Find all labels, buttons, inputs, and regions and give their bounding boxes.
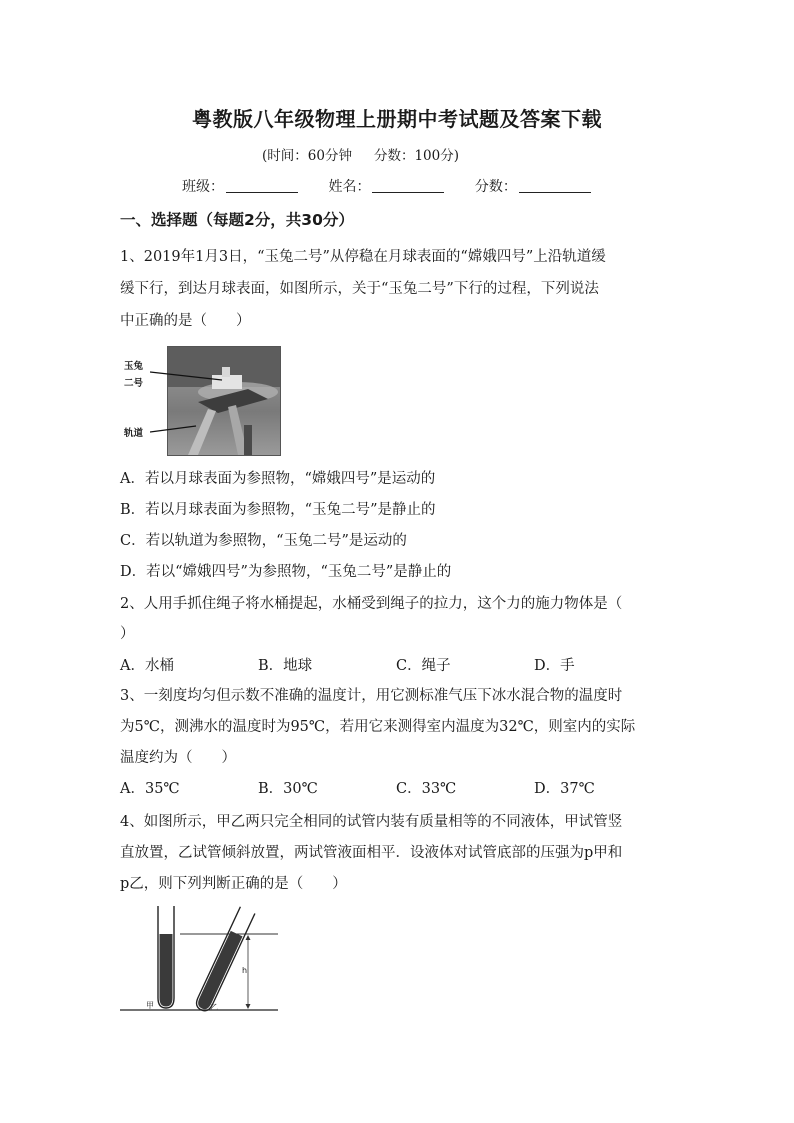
name-blank xyxy=(372,178,444,193)
tube-b-label: 乙 xyxy=(210,1003,218,1012)
time-limit: (时间：60分钟 xyxy=(262,148,352,164)
q1-option-d[interactable]: D．若以“嫦娥四号”为参照物，“玉兔二号”是静止的 xyxy=(120,564,452,580)
q1-option-c[interactable]: C．若以轨道为参照物，“玉兔二号”是运动的 xyxy=(120,533,407,549)
student-info-row xyxy=(182,176,617,196)
page-title: 粤教版八年级物理上册期中考试题及答案下载 xyxy=(192,107,602,131)
section-heading: 一、选择题（每题2分，共30分） xyxy=(120,211,354,229)
name-label: 姓名： xyxy=(328,179,371,195)
q4-test-tube-diagram xyxy=(120,902,280,1021)
class-blank xyxy=(226,178,298,193)
q3-line-1: 3、一刻度均匀但示数不准确的温度计，用它测标准气压下冰水混合物的温度时 xyxy=(120,688,623,704)
test-tube-illustration xyxy=(120,902,280,1017)
score-field xyxy=(475,176,591,196)
q1-line-1: 1、2019年1月3日，“玉兔二号”从停稳在月球表面的“嫦娥四号”上沿轨道缓 xyxy=(120,249,606,265)
q1-line-3: 中正确的是（ ） xyxy=(120,313,251,329)
q1-figure-rover-label-line-1: 玉兔 xyxy=(124,361,144,372)
q2-option-d[interactable]: D．手 xyxy=(534,658,575,674)
q3-option-b[interactable]: B．30℃ xyxy=(258,781,318,797)
q3-option-a[interactable]: A．35℃ xyxy=(120,781,180,797)
q3-option-d[interactable]: D．37℃ xyxy=(534,781,595,797)
q1-figure-rover-label xyxy=(124,358,143,392)
q1-figure-pointer-lines xyxy=(150,360,230,440)
q2-option-a[interactable]: A．水桶 xyxy=(120,658,174,674)
class-label: 班级： xyxy=(182,179,224,195)
q4-line-3: p乙，则下列判断正确的是（ ） xyxy=(120,876,347,892)
exam-subtitle xyxy=(262,144,459,164)
q3-line-2: 为5℃，测沸水的温度时为95℃，若用它来测得室内温度为32℃，则室内的实际 xyxy=(120,719,636,735)
q3-line-3: 温度约为（ ） xyxy=(120,750,236,766)
q4-line-2: 直放置，乙试管倾斜放置，两试管液面相平．设液体对试管底部的压强为p甲和 xyxy=(120,845,623,861)
q1-option-a[interactable]: A．若以月球表面为参照物，“嫦娥四号”是运动的 xyxy=(120,471,436,487)
height-label: h xyxy=(242,966,248,975)
q2-option-b[interactable]: B．地球 xyxy=(258,658,313,674)
class-field xyxy=(182,176,298,196)
q1-option-b[interactable]: B．若以月球表面为参照物，“玉兔二号”是静止的 xyxy=(120,502,436,518)
q3-option-c[interactable]: C．33℃ xyxy=(396,781,457,797)
tube-a-label: 甲 xyxy=(146,1001,154,1010)
q1-figure-rover-label-line-2: 二号 xyxy=(124,378,144,389)
score-blank xyxy=(519,178,591,193)
total-score: 分数：100分) xyxy=(373,148,459,164)
q1-figure-track-label: 轨道 xyxy=(124,428,144,439)
q4-line-1: 4、如图所示，甲乙两只完全相同的试管内装有质量相等的不同液体，甲试管竖 xyxy=(120,814,623,830)
q2-line-1: 2、人用手抓住绳子将水桶提起，水桶受到绳子的拉力，这个力的施力物体是（ xyxy=(120,596,623,612)
q2-line-2: ） xyxy=(120,626,135,642)
q1-line-2: 缓下行，到达月球表面，如图所示，关于“玉兔二号”下行的过程，下列说法 xyxy=(120,281,599,297)
q2-option-c[interactable]: C．绳子 xyxy=(396,658,451,674)
name-field xyxy=(328,176,444,196)
score-label: 分数： xyxy=(474,179,517,195)
